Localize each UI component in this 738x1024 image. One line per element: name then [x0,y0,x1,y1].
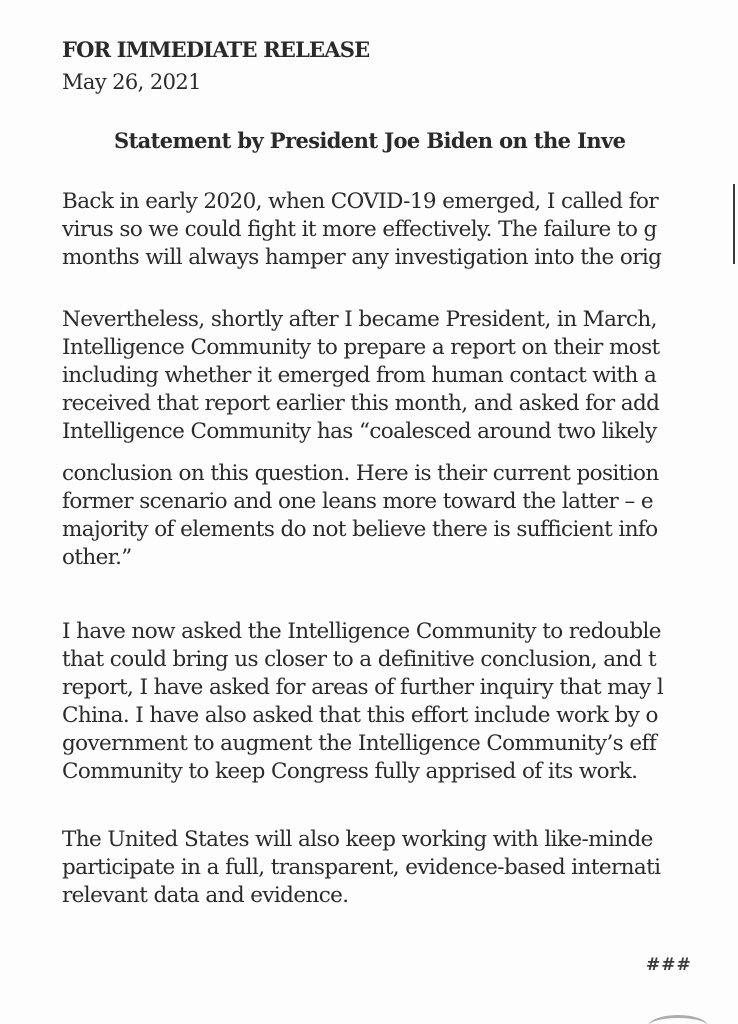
release-label: FOR IMMEDIATE RELEASE [62,37,370,62]
paragraph-line: I have now asked the Intelligence Community to redouble [62,619,661,644]
paragraph-line: participate in a full, transparent, evidence-based internati [62,855,661,880]
paragraph-line: conclusion on this question. Here is their current position [62,461,659,486]
paragraph-line: Intelligence Community has “coalesced around two likely [62,419,657,444]
page-curl-shadow [648,1015,708,1024]
paragraph-line: government to augment the Intelligence Community’s eff [62,731,657,756]
paragraph-line: majority of elements do not believe there is sufficient info [62,517,658,542]
paragraph-line: The United States will also keep working with like-minde [62,827,653,852]
paragraph-line: Nevertheless, shortly after I became President, in March, [62,307,657,332]
paragraph-line: relevant data and evidence. [62,883,349,908]
paragraph-line: China. I have also asked that this effort include work by o [62,703,658,728]
paragraph-line: former scenario and one leans more toward the latter – e [62,489,653,514]
paragraph-line: received that report earlier this month, and asked for add [62,391,660,416]
page-edge-divider [733,184,735,264]
release-date: May 26, 2021 [62,70,201,94]
end-mark: ### [646,955,692,975]
paragraph-line: including whether it emerged from human contact with a [62,363,657,388]
paragraph-line: that could bring us closer to a definitive conclusion, and t [62,647,657,672]
statement-title: Statement by President Joe Biden on the Inve [114,128,626,153]
paragraph-line: Back in early 2020, when COVID-19 emerged, I called for [62,189,659,214]
paragraph-line: other.” [62,545,132,570]
paragraph-line: Intelligence Community to prepare a report on their most [62,335,660,360]
paragraph-line: months will always hamper any investigation into the orig [62,245,662,270]
paragraph-line: Community to keep Congress fully apprised of its work. [62,759,638,784]
paragraph-line: report, I have asked for areas of further inquiry that may l [62,675,664,700]
paragraph-line: virus so we could fight it more effectively. The failure to g [62,217,657,242]
